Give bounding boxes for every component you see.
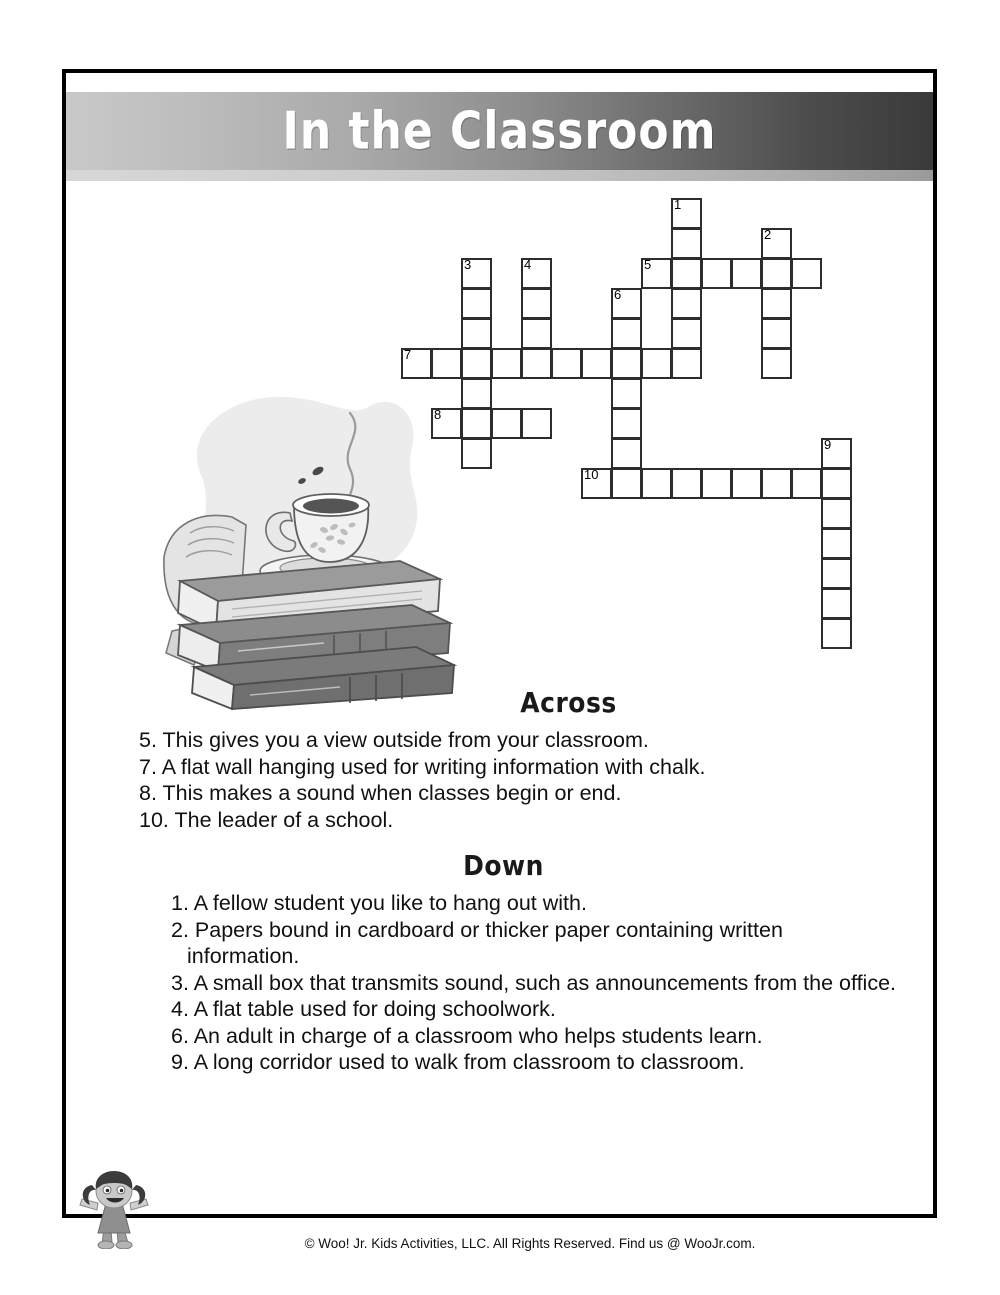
crossword-cell[interactable] <box>701 258 732 289</box>
crossword-cell[interactable] <box>821 618 852 649</box>
across-heading: Across <box>520 686 617 719</box>
clue-across-5: 5. This gives you a view outside from your classroom. <box>139 728 649 752</box>
crossword-cell[interactable] <box>671 228 702 259</box>
crossword-cell[interactable] <box>611 348 642 379</box>
crossword-cell[interactable] <box>821 468 852 499</box>
clue-down-4: 4. A flat table used for doing schoolwork. <box>171 997 556 1021</box>
crossword-cell[interactable] <box>821 498 852 529</box>
crossword-cell[interactable] <box>611 378 642 409</box>
crossword-cell-start-8[interactable] <box>431 408 462 439</box>
crossword-cell[interactable] <box>461 288 492 319</box>
crossword-cell[interactable] <box>461 318 492 349</box>
crossword-number-6: 6 <box>614 287 622 302</box>
clue-across-7: 7. A flat wall hanging used for writing information with chalk. <box>139 754 706 779</box>
crossword-cell[interactable] <box>581 348 612 379</box>
crossword-number-4: 4 <box>524 257 532 272</box>
crossword-cell[interactable] <box>671 318 702 349</box>
crossword-number-5: 5 <box>644 257 652 272</box>
footer <box>0 1236 1000 1251</box>
crossword-cell[interactable] <box>761 318 792 349</box>
page-border-frame <box>62 69 937 1218</box>
crossword-cell[interactable] <box>821 528 852 559</box>
clue-across-8: 8. This makes a sound when classes begin or end. <box>139 781 622 805</box>
clue-down-2: 2. Papers bound in cardboard or thicker paper containing written information. <box>171 917 783 968</box>
crossword-cell[interactable] <box>431 348 462 379</box>
crossword-cell[interactable] <box>611 438 642 469</box>
clue-across-10: 10. The leader of a school. <box>139 807 394 832</box>
page-title: In the Classroom <box>282 100 717 162</box>
copyright-text: © Woo! Jr. Kids Activities, LLC. All Rights Reserved. Find us @ WooJr.com. <box>304 1236 756 1251</box>
crossword-cell[interactable] <box>461 438 492 469</box>
crossword-cell-start-9[interactable] <box>821 438 852 469</box>
crossword-cell-start-1[interactable] <box>671 198 702 229</box>
crossword-cell[interactable] <box>641 348 672 379</box>
clue-down-3: 3. A small box that transmits sound, such as announcements from the office. <box>171 970 897 995</box>
crossword-cell[interactable] <box>521 288 552 319</box>
crossword-cell[interactable] <box>491 408 522 439</box>
crossword-cell[interactable] <box>461 408 492 439</box>
crossword-cell-start-4[interactable] <box>521 258 552 289</box>
crossword-cell[interactable] <box>521 348 552 379</box>
crossword-cell[interactable] <box>761 348 792 379</box>
crossword-cell-start-10[interactable] <box>581 468 612 499</box>
crossword-cell[interactable] <box>701 468 732 499</box>
across-clue-list <box>66 727 941 833</box>
crossword-number-3: 3 <box>464 257 472 272</box>
crossword-cell[interactable] <box>761 468 792 499</box>
crossword-cell[interactable] <box>611 408 642 439</box>
crossword-cell[interactable] <box>611 318 642 349</box>
clue-down-1: 1. A fellow student you like to hang out with. <box>171 891 587 915</box>
crossword-cell[interactable] <box>521 408 552 439</box>
crossword-number-8: 8 <box>434 407 442 422</box>
crossword-cell[interactable] <box>761 258 792 289</box>
crossword-cell[interactable] <box>821 558 852 589</box>
crossword-cell[interactable] <box>611 468 642 499</box>
crossword-cell-start-7[interactable] <box>401 348 432 379</box>
crossword-number-10: 10 <box>584 467 599 482</box>
crossword-cell[interactable] <box>461 378 492 409</box>
crossword-cell[interactable] <box>491 348 522 379</box>
crossword-cell[interactable] <box>791 258 822 289</box>
banner-shine-strip <box>66 170 933 181</box>
crossword-number-2: 2 <box>764 227 772 242</box>
clues-section <box>66 688 941 1076</box>
crossword-cell[interactable] <box>791 468 822 499</box>
crossword-cell[interactable] <box>521 318 552 349</box>
crossword-number-1: 1 <box>674 197 682 212</box>
crossword-cell-start-3[interactable] <box>461 258 492 289</box>
crossword-cell[interactable] <box>731 258 762 289</box>
crossword-cell[interactable] <box>671 288 702 319</box>
crossword-cell[interactable] <box>641 468 672 499</box>
crossword-cell[interactable] <box>671 468 702 499</box>
crossword-number-7: 7 <box>404 347 412 362</box>
crossword-cell[interactable] <box>761 288 792 319</box>
crossword-cell[interactable] <box>461 348 492 379</box>
crossword-cell[interactable] <box>821 588 852 619</box>
clue-down-9: 9. A long corridor used to walk from classroom to classroom. <box>171 1050 745 1074</box>
crossword-cell[interactable] <box>671 348 702 379</box>
crossword-cell[interactable] <box>731 468 762 499</box>
crossword-cell[interactable] <box>551 348 582 379</box>
stack-of-books-with-teacup-illustration <box>154 385 464 715</box>
down-heading: Down <box>463 849 544 882</box>
down-clue-list <box>66 890 941 1076</box>
crossword-number-9: 9 <box>824 437 832 452</box>
crossword-cell-start-5[interactable] <box>641 258 672 289</box>
crossword-cell[interactable] <box>671 258 702 289</box>
crossword-cell-start-6[interactable] <box>611 288 642 319</box>
clue-down-6: 6. An adult in charge of a classroom who helps students learn. <box>171 1023 763 1048</box>
crossword-cell-start-2[interactable] <box>761 228 792 259</box>
title-banner <box>66 92 933 170</box>
